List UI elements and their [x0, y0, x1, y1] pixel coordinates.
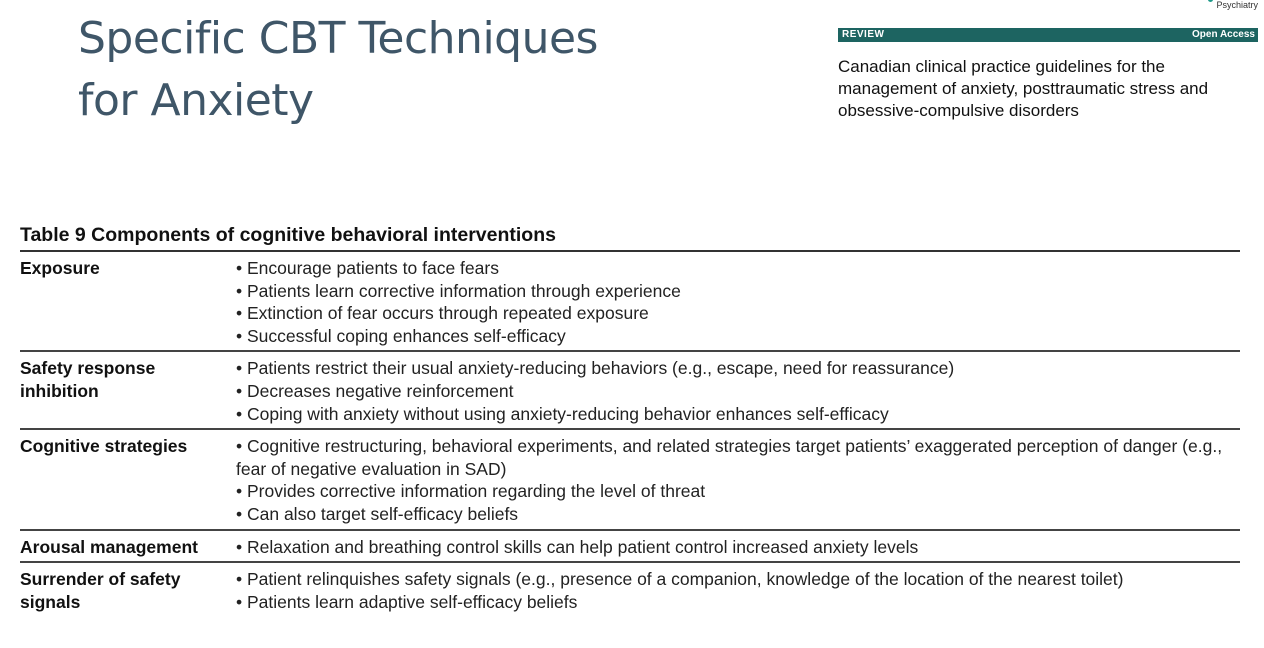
row-content — [236, 257, 1240, 347]
row-heading-line: Surrender of safety — [20, 569, 181, 590]
bullet-item: • Patient relinquishes safety signals (e.g., presence of a companion, knowledge of the location of the nearest toilet) — [236, 569, 1124, 590]
table-row — [20, 563, 1240, 616]
bullet-item: • Patients learn corrective information through experience — [236, 280, 681, 301]
open-access-label: Open Access — [1192, 29, 1255, 40]
paper-title-line: management of anxiety, posttraumatic stress and — [838, 79, 1209, 98]
bullet-item: • Provides corrective information regarding the level of threat — [236, 481, 706, 502]
table-row — [20, 252, 1240, 352]
bullet-item: • Successful coping enhances self-efficacy — [236, 325, 566, 346]
row-heading-line: inhibition — [20, 380, 99, 401]
row-heading-line: Cognitive strategies — [20, 436, 188, 457]
row-heading — [20, 257, 236, 347]
table-row — [20, 352, 1240, 430]
logo-dot-icon — [1208, 0, 1213, 2]
row-heading-line: Exposure — [20, 258, 100, 278]
bullet-item: • Decreases negative reinforcement — [236, 380, 514, 401]
row-content — [236, 568, 1240, 613]
row-heading-line: Arousal management — [20, 536, 198, 557]
paper-title-line: obsessive-compulsive disorders — [838, 101, 1079, 120]
bullet-item: • Patients restrict their usual anxiety-reducing behaviors (e.g., escape, need for reassurance) — [236, 358, 955, 379]
table-row — [20, 531, 1240, 564]
bullet-item: • Can also target self-efficacy beliefs — [236, 503, 519, 524]
table-row — [20, 430, 1240, 530]
bullet-item: • Relaxation and breathing control skills can help patient control increased anxiety levels — [236, 536, 919, 557]
row-heading — [20, 435, 236, 525]
bullet-item: • Encourage patients to face fears — [236, 258, 499, 278]
row-heading — [20, 568, 236, 613]
paper-title — [838, 56, 1262, 122]
slide-title-line: Specific CBT Techniques — [78, 13, 598, 64]
article-type-banner — [838, 28, 1258, 42]
bullet-item: • Patients learn adaptive self-efficacy beliefs — [236, 591, 578, 612]
bullet-item: • Coping with anxiety without using anxiety-reducing behavior enhances self-efficacy — [236, 403, 889, 424]
cbt-components-table — [20, 220, 1240, 616]
row-heading — [20, 357, 236, 425]
slide-title-line: for Anxiety — [78, 75, 314, 126]
journal-logo — [1216, 0, 1258, 10]
row-heading-line: signals — [20, 591, 81, 612]
table-caption: Table 9 Components of cognitive behavioral interventions — [20, 220, 1240, 252]
bullet-item: • Extinction of fear occurs through repeated exposure — [236, 303, 649, 324]
row-content — [236, 357, 1240, 425]
row-content — [236, 536, 1240, 559]
row-heading-line: Safety response — [20, 358, 156, 379]
slide-title — [78, 8, 598, 132]
article-type-label: REVIEW — [842, 29, 885, 40]
row-heading — [20, 536, 236, 559]
row-content — [236, 435, 1240, 525]
paper-title-line: Canadian clinical practice guidelines for the — [838, 57, 1165, 76]
bullet-item: • Cognitive restructuring, behavioral experiments, and related strategies target patients’ exaggerated perception of danger (e.g., fear of negative evaluation in SAD) — [236, 436, 1223, 479]
journal-logo-text: Psychiatry — [1216, 0, 1258, 10]
